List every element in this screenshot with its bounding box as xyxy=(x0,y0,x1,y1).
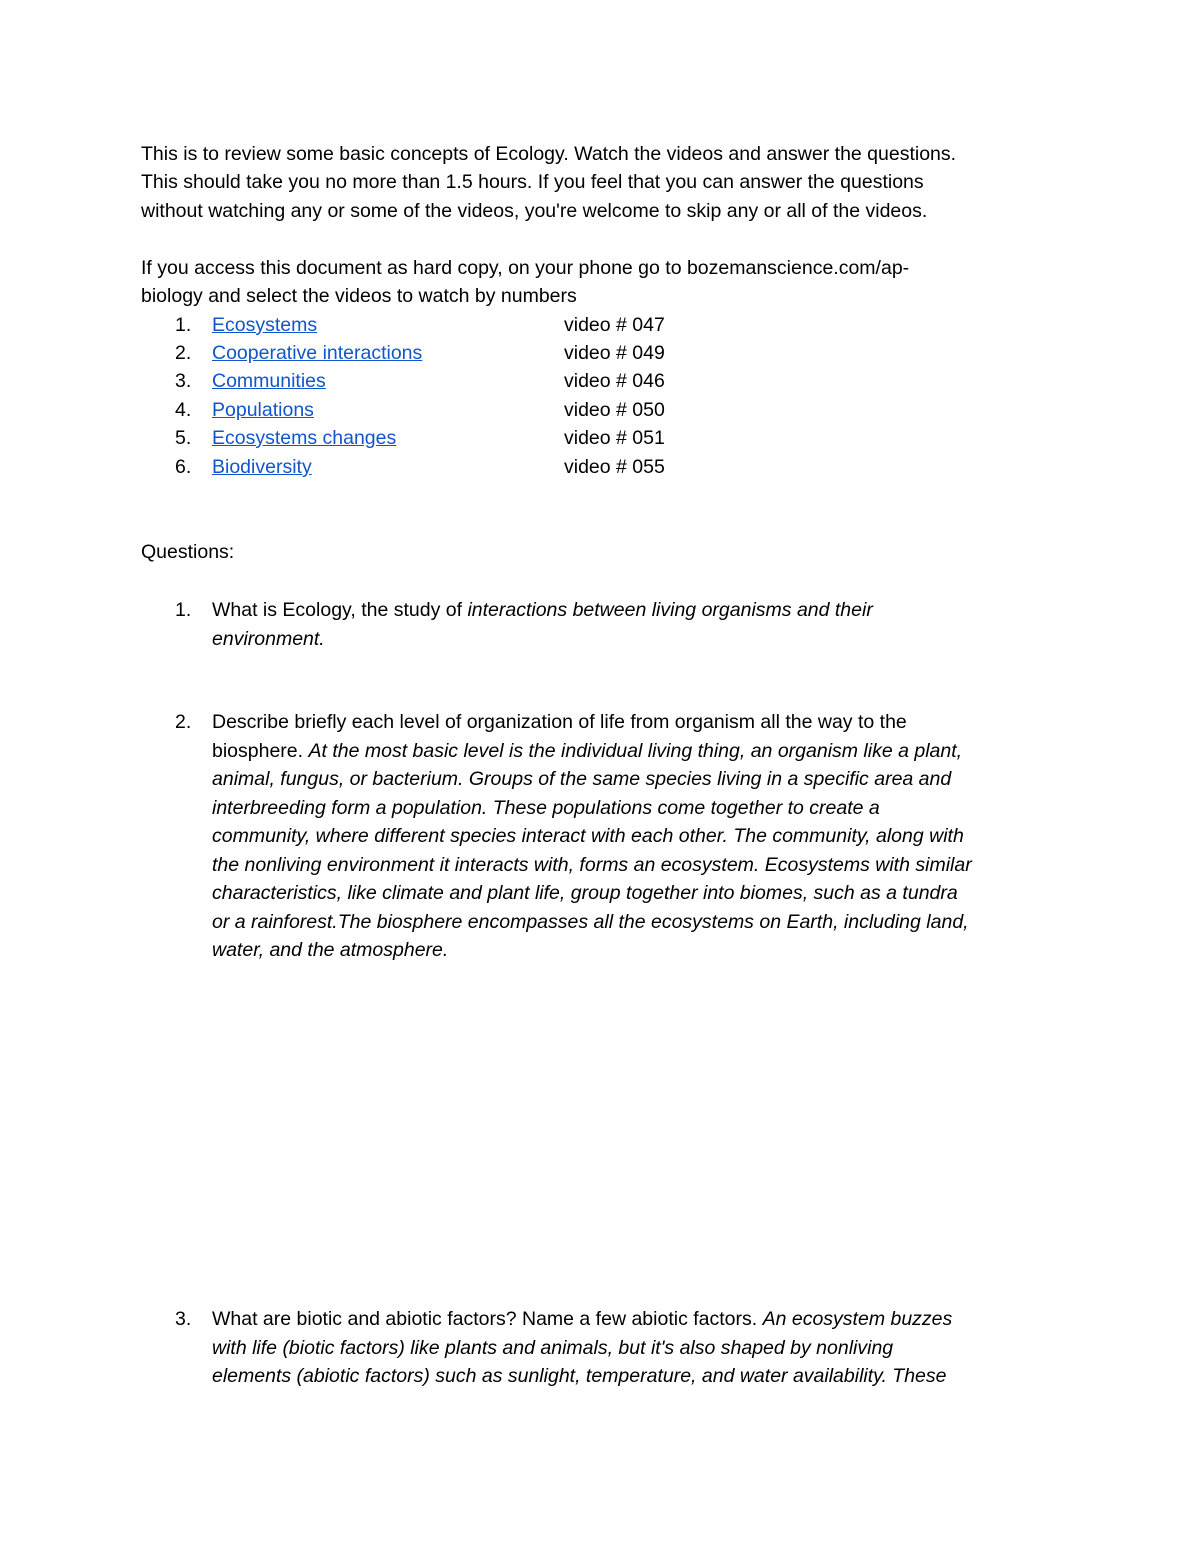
question-line xyxy=(212,1362,1072,1391)
answer-text: community, where different species interact with each other. The community, along with xyxy=(212,825,964,847)
video-link-communities[interactable]: Communities xyxy=(212,370,326,392)
question-line xyxy=(212,737,1072,766)
question-line xyxy=(212,708,1072,737)
question-number: 2. xyxy=(175,711,192,733)
answer-text: or a rainforest.The biosphere encompasses all the ecosystems on Earth, including land, xyxy=(212,910,969,933)
answer-text: interbreeding form a population. These populations come together to create a xyxy=(212,796,880,819)
question-prompt: Describe briefly each level of organization of life from organism all the way to the xyxy=(212,711,907,733)
question-line xyxy=(212,851,1072,880)
answer-text: interactions between living organisms and their xyxy=(467,599,873,621)
answer-text: water, and the atmosphere. xyxy=(212,939,449,961)
video-list-item xyxy=(0,424,1200,453)
list-number: 4. xyxy=(175,399,192,421)
video-number: video # 051 xyxy=(564,427,665,449)
video-number: video # 055 xyxy=(564,456,665,478)
questions-heading: Questions: xyxy=(141,541,235,563)
question-line xyxy=(212,1334,1072,1363)
access-line: If you access this document as hard copy, on your phone go to bozemanscience.com/ap- xyxy=(141,257,910,279)
video-link-cooperative-interactions[interactable]: Cooperative interactions xyxy=(212,342,423,364)
intro-line: This should take you no more than 1.5 hours. If you feel that you can answer the questions xyxy=(141,171,924,193)
answer-text: At the most basic level is the individual living thing, an organism like a plant, xyxy=(308,739,963,762)
question-text xyxy=(212,1305,1072,1391)
question-prompt: biosphere. xyxy=(212,739,309,762)
intro-line: without watching any or some of the videos, you're welcome to skip any or all of the videos. xyxy=(141,200,928,222)
question-line xyxy=(212,908,1072,937)
video-link-populations[interactable]: Populations xyxy=(212,399,314,421)
question-line xyxy=(212,765,1072,794)
video-number: video # 049 xyxy=(564,342,665,364)
question-number: 1. xyxy=(175,599,192,621)
answer-text: characteristics, like climate and plant life, group together into biomes, such as a tundra xyxy=(212,882,958,904)
answer-text: environment. xyxy=(212,627,325,650)
video-number: video # 050 xyxy=(564,399,665,421)
question-line xyxy=(212,794,1072,823)
intro-line: This is to review some basic concepts of Ecology. Watch the videos and answer the questions. xyxy=(141,143,957,165)
video-number: video # 046 xyxy=(564,370,665,392)
video-link-ecosystems-changes[interactable]: Ecosystems changes xyxy=(212,427,397,449)
access-line: biology and select the videos to watch by numbers xyxy=(141,285,577,307)
question-line xyxy=(212,596,1072,625)
video-list-item xyxy=(0,453,1200,482)
video-link-ecosystems[interactable]: Ecosystems xyxy=(212,314,318,336)
video-list-item xyxy=(0,396,1200,425)
question-line xyxy=(212,936,1072,965)
answer-text: animal, fungus, or bacterium. Groups of the same species living in a specific area and xyxy=(212,768,952,790)
video-list-item xyxy=(0,367,1200,396)
question-line xyxy=(212,822,1072,851)
list-number: 6. xyxy=(175,456,192,478)
list-number: 1. xyxy=(175,314,192,336)
answer-text: with life (biotic factors) like plants and animals, but it's also shaped by nonliving xyxy=(212,1336,894,1359)
question-text xyxy=(212,596,1072,653)
question-line xyxy=(212,1305,1072,1334)
question-line xyxy=(212,625,1072,654)
question-number: 3. xyxy=(175,1308,192,1330)
video-link-biodiversity[interactable]: Biodiversity xyxy=(212,456,312,478)
list-number: 2. xyxy=(175,342,192,364)
list-number: 5. xyxy=(175,427,192,449)
question-line xyxy=(212,879,1072,908)
list-number: 3. xyxy=(175,370,192,392)
video-list-item xyxy=(0,339,1200,368)
question-text xyxy=(212,708,1072,965)
question-prompt: What are biotic and abiotic factors? Name a few abiotic factors. xyxy=(212,1308,763,1330)
video-list-item xyxy=(0,311,1200,340)
question-prompt: What is Ecology, the study of xyxy=(212,599,468,621)
video-number: video # 047 xyxy=(564,314,665,336)
answer-text: elements (abiotic factors) such as sunlight, temperature, and water availability. These xyxy=(212,1365,947,1387)
answer-text: An ecosystem buzzes xyxy=(762,1308,953,1330)
answer-text: the nonliving environment it interacts with, forms an ecosystem. Ecosystems with similar xyxy=(212,853,972,876)
